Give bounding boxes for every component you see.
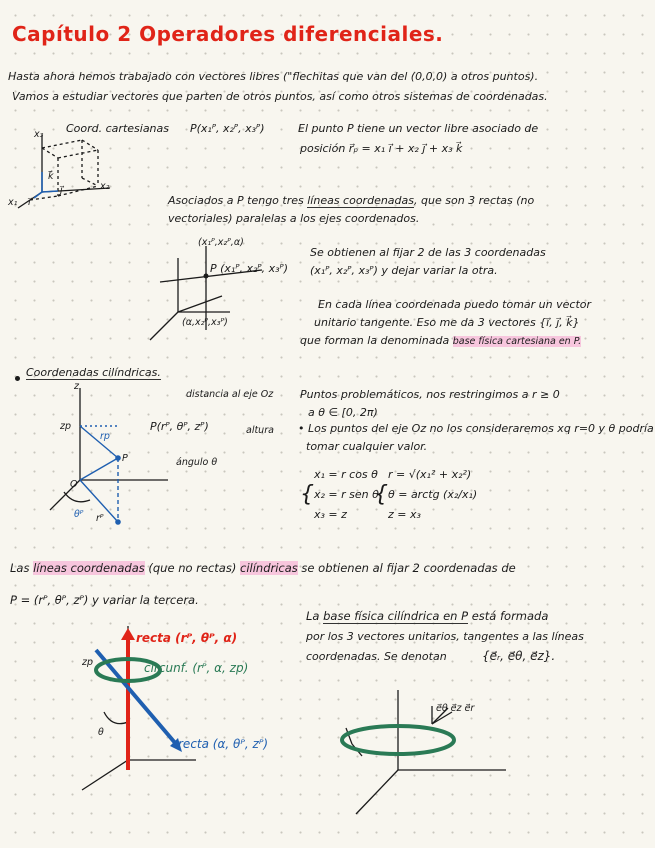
intro-line-1: Hasta ahora hemos trabajado con vectores libres ("flechitas que van del (0,0,0) a otros puntos). [8, 70, 539, 83]
line-label-top: (x₁ᴾ,x₂ᴾ,α) [198, 237, 244, 248]
base-line-2: por los 3 vectores unitarios, tangentes a las líneas [306, 630, 584, 643]
cyl-lines-paragraph-2: P = (rᴾ, θᴾ, zᴾ) y variar la tercera. [10, 593, 199, 607]
axis-x2-label: x₂ [100, 181, 110, 192]
cartesian-desc-1: El punto P tiene un vector libre asociado de [298, 122, 539, 135]
eq-brace-left: { [300, 482, 314, 507]
problem-line-1: Puntos problemáticos, nos restringimos a r ≥ 0 [300, 388, 560, 401]
cyl-point: P(rᴾ, θᴾ, zᴾ) [150, 420, 209, 433]
line-label-bottom: (α,x₂ᴾ,x₃ᴾ) [182, 317, 228, 328]
tangent-line-3: que forman la denominada base física cartesiana en P. [300, 334, 582, 347]
cyl-zp-label: zp [60, 421, 72, 432]
eq-left-3: x₃ = z [314, 508, 347, 521]
cyl-p-label: P [122, 453, 128, 464]
cylindrical-heading: Coordenadas cilíndricas. [26, 366, 161, 379]
cartesian-point: P(x₁ᴾ, x₂ᴾ, x₃ᴾ) [190, 122, 265, 135]
axis-x1-label: x₁ [8, 197, 18, 208]
base-vector-labels: e⃗θ e⃗z e⃗r [436, 703, 475, 714]
vector-k-label: k⃗ [48, 171, 54, 182]
eq-left-2: x₂ = r sen θ [314, 488, 379, 501]
cyl-lines-paragraph-1: Las líneas coordenadas (que no rectas) cilíndricas se obtienen al fijar 2 coordenadas de [10, 561, 516, 575]
lines-obtain-1: Se obtienen al fijar 2 de las 3 coordenadas [310, 246, 546, 259]
intro-line-2: Vamos a estudiar vectores que parten de otros puntos, así como otros sistemas de coordenadas. [12, 90, 548, 103]
axis-note-2: tomar cualquier valor. [306, 440, 428, 453]
tangent-line-1: En cada línea coordenada puedo tomar un vector [318, 298, 592, 311]
altura-label: altura [246, 425, 274, 436]
eq-brace-right: { [374, 482, 388, 507]
circunf-label: circunf. (rᴾ, α, zp) [144, 661, 249, 675]
base-vector-set: {e⃗ᵣ, e⃗θ, e⃗z}. [482, 649, 556, 663]
cyl-rp2-label: rᴾ [96, 513, 104, 524]
base-line-1: La base física cilíndrica en P está formada [306, 609, 549, 623]
eq-right-2: θ = arctg (x₂/x₁) [388, 488, 478, 501]
lines-obtain-2: (x₁ᴾ, x₂ᴾ, x₃ᴾ) y dejar variar la otra. [310, 264, 498, 277]
cartesian-desc-2: posición r⃗ₚ = x₁ i⃗ + x₂ j⃗ + x₃ k⃗ [300, 142, 463, 155]
eq-right-1: r = √(x₁² + x₂²) [388, 468, 472, 481]
eq-left-1: x₁ = r cos θ [314, 468, 378, 481]
cyl-theta-label: θᴾ [74, 509, 84, 520]
recta-r-label: recta (rᴾ, θᴾ, α) [136, 631, 238, 645]
cyl-lines-zp-label: zp [82, 657, 94, 668]
cyl-origin-label: O [70, 479, 78, 490]
lines-paragraph-2: vectoriales) paralelas a los ejes coordenados. [168, 212, 420, 225]
vector-i-label: i⃗ [28, 197, 31, 208]
cyl-rp-label: rp [100, 431, 110, 442]
vector-j-label: j⃗ [60, 185, 63, 196]
axis-note-1: • Los puntos del eje Oz no los consideraremos xq r=0 y θ podría [298, 422, 654, 435]
recta-theta-label: recta (α, θᴾ, zᴾ) [178, 737, 269, 751]
angulo-label: ángulo θ [176, 457, 218, 468]
chapter-title: Capítulo 2 Operadores diferenciales. [12, 22, 444, 46]
tangent-line-2: unitario tangente. Eso me da 3 vectores {i⃗, j⃗, k⃗} [314, 316, 580, 329]
problem-line-2: a θ ∈ [0, 2π) [308, 406, 378, 419]
lines-paragraph-1: Asociados a P tengo tres líneas coordenadas, que son 3 rectas (no [168, 194, 535, 207]
cyl-z-label: z [74, 381, 79, 392]
eq-right-3: z = x₃ [388, 508, 421, 521]
base-line-3: coordenadas. Se denotan [306, 650, 447, 663]
axis-x3-label: x₃ [34, 129, 44, 140]
dist-axis-label: distancia al eje Oz [186, 389, 274, 400]
cyl-lines-theta-label: θ [98, 727, 104, 738]
cartesian-heading: Coord. cartesianas [66, 122, 170, 135]
line-label-point: P (x₁ᴾ, x₂ᴾ, x₃ᴾ) [210, 262, 288, 275]
